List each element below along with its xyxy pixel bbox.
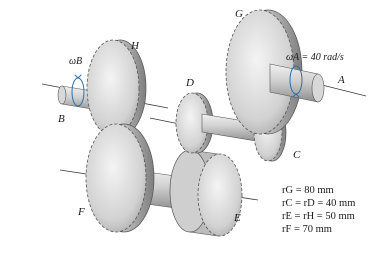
label-a: A [338,74,345,86]
label-b: B [58,113,65,125]
gear-h [87,40,146,136]
label-c: C [293,149,301,161]
given-line: rG = 80 mm [282,185,334,196]
given-line: rF = 70 mm [282,224,332,235]
label-f: F [78,206,85,218]
omega-b-label: ωB [69,56,83,67]
given-line: rE = rH = 50 mm [282,211,355,222]
omega-a-label: ωA = 40 rad/s [286,52,344,63]
label-d: D [186,77,194,89]
gear-e [170,150,242,236]
given-radii [282,185,355,235]
gear-f [86,124,154,232]
label-h: H [131,40,139,52]
given-line: rC = rD = 40 mm [282,198,356,209]
label-e: E [234,212,241,224]
label-g: G [235,8,243,20]
